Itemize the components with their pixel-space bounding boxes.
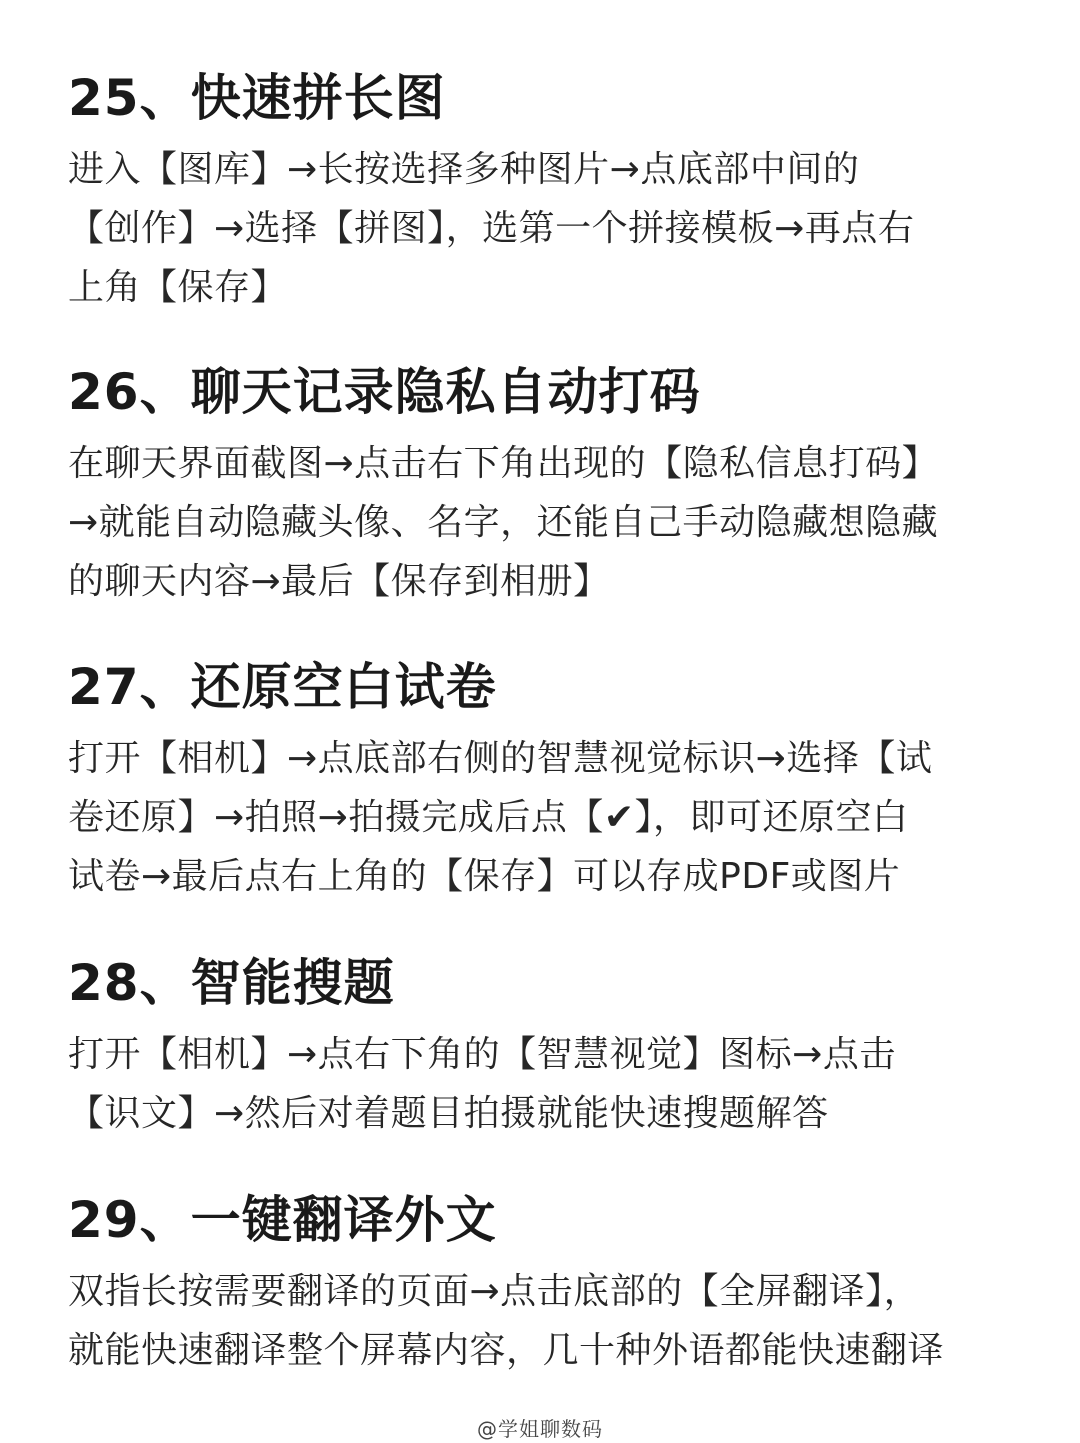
tip-line: 打开【相机】→点底部右侧的智慧视觉标识→选择【试 bbox=[68, 738, 933, 779]
tip-body bbox=[68, 1025, 998, 1143]
tip-28 bbox=[68, 953, 998, 1143]
tip-line: 进入【图库】→长按选择多种图片→点底部中间的 bbox=[68, 149, 860, 190]
tip-line: 【创作】→选择【拼图】，选第一个拼接模板→再点右 bbox=[68, 208, 915, 249]
tip-27 bbox=[68, 657, 998, 906]
tip-line: 【识文】→然后对着题目拍摄就能快速搜题解答 bbox=[68, 1093, 829, 1134]
tip-line: 双指长按需要翻译的页面→点击底部的【全屏翻译】， bbox=[68, 1271, 921, 1312]
tip-title: 25、快速拼长图 bbox=[68, 69, 446, 127]
tip-title: 27、还原空白试卷 bbox=[68, 658, 497, 716]
author-watermark: @学姐聊数码 bbox=[477, 1417, 603, 1441]
tip-body bbox=[68, 140, 998, 317]
tip-title: 28、智能搜题 bbox=[68, 954, 395, 1012]
tip-body bbox=[68, 1262, 998, 1380]
tip-line: 的聊天内容→最后【保存到相册】 bbox=[68, 561, 610, 602]
tip-line: →就能自动隐藏头像、名字，还能自己手动隐藏想隐藏 bbox=[68, 502, 939, 543]
tip-26 bbox=[68, 362, 998, 611]
tip-body bbox=[68, 729, 998, 906]
tip-body bbox=[68, 434, 998, 611]
tip-25 bbox=[68, 68, 998, 317]
tip-title: 26、聊天记录隐私自动打码 bbox=[68, 363, 701, 421]
tip-line: 试卷→最后点右上角的【保存】可以存成PDF或图片 bbox=[68, 856, 901, 897]
tip-line: 在聊天界面截图→点击右下角出现的【隐私信息打码】 bbox=[68, 443, 939, 484]
tip-line: 卷还原】→拍照→拍摄完成后点【✔】，即可还原空白 bbox=[68, 797, 909, 838]
tip-line: 打开【相机】→点右下角的【智慧视觉】图标→点击 bbox=[68, 1034, 896, 1075]
tip-line: 就能快速翻译整个屏幕内容，几十种外语都能快速翻译 bbox=[68, 1330, 945, 1371]
tip-line: 上角【保存】 bbox=[68, 267, 288, 308]
tip-29 bbox=[68, 1190, 998, 1380]
tip-title: 29、一键翻译外文 bbox=[68, 1191, 497, 1249]
